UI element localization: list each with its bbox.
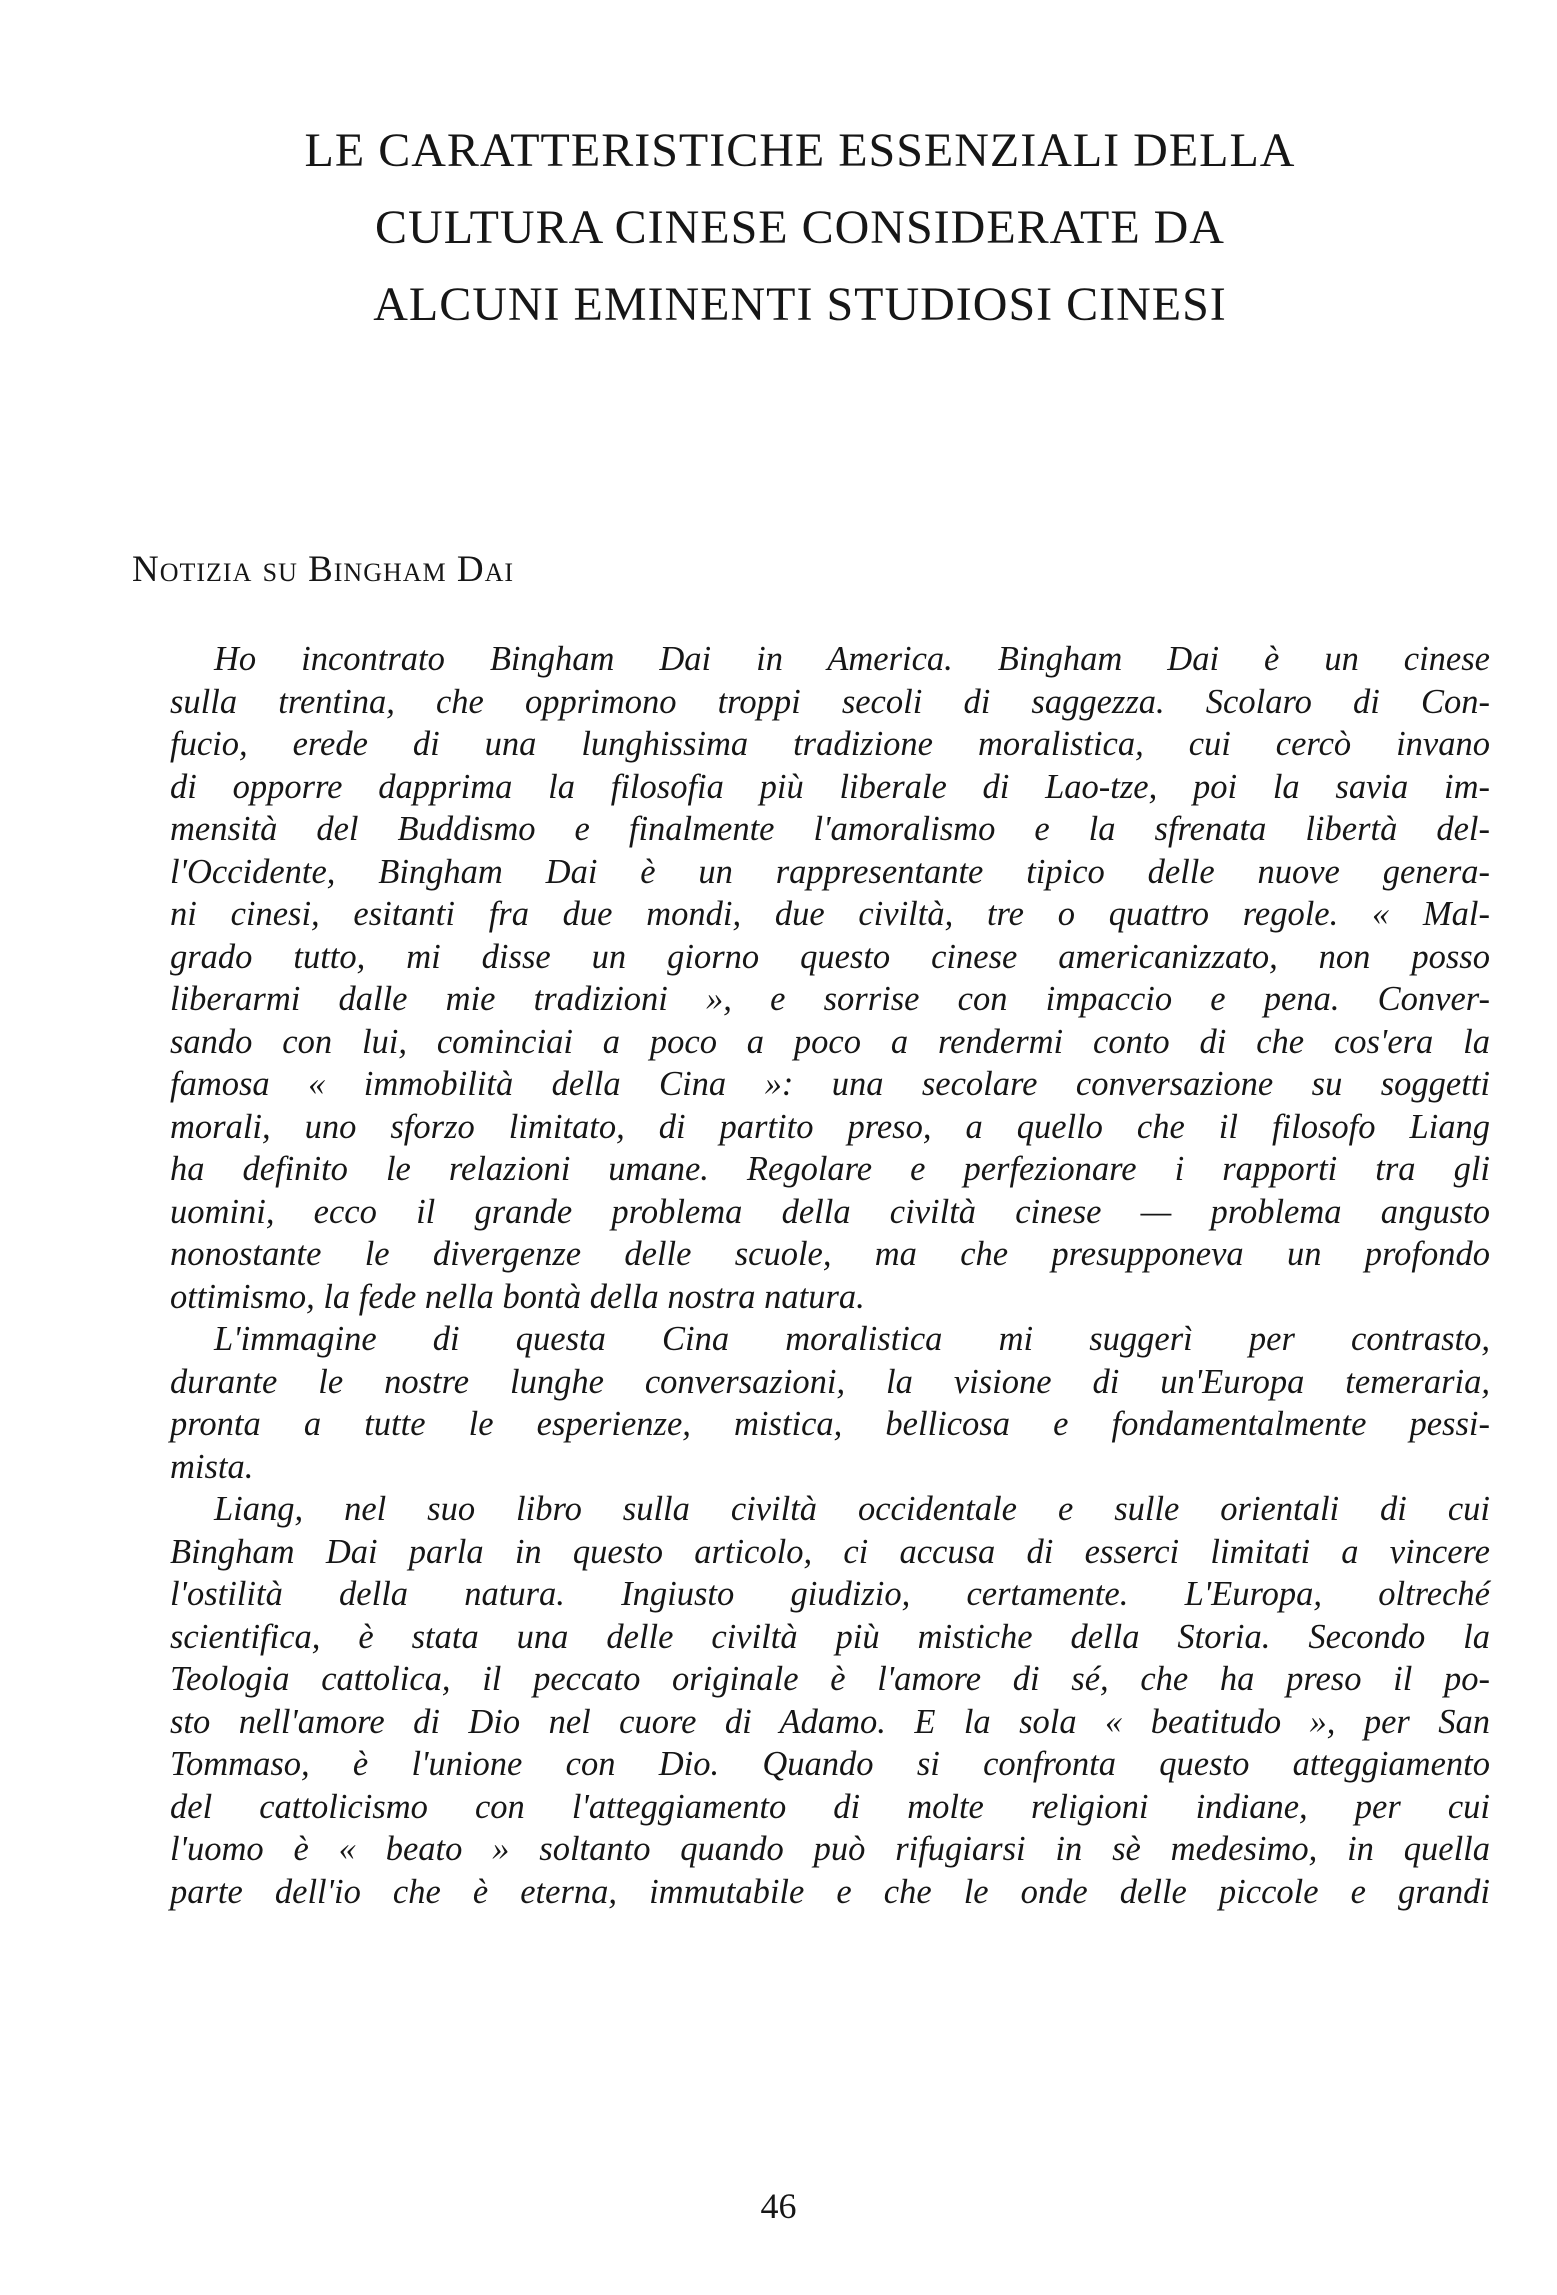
text-line: sando con lui, cominciai a poco a poco a rendermi conto di che cos'era la xyxy=(170,1022,1490,1061)
text-line: famosa « immobilità della Cina »: una secolare conversazione su soggetti xyxy=(170,1065,1490,1103)
text-line: del cattolicismo con l'atteggiamento di molte religioni indiane, per cui xyxy=(170,1787,1490,1826)
text-line: Ho incontrato Bingham Dai in America. Bingham Dai è un cinese xyxy=(214,640,1490,678)
text-line: mista. xyxy=(170,1447,254,1486)
text-line: sulla trentina, che opprimono troppi secoli di saggezza. Scolaro di Con- xyxy=(170,682,1490,721)
article-title xyxy=(150,112,1450,343)
text-line: ha definito le relazioni umane. Regolare e perfezionare i rapporti tra gli xyxy=(170,1150,1490,1188)
text-line: uomini, ecco il grande problema della civiltà cinese — problema angusto xyxy=(170,1192,1490,1231)
paragraph xyxy=(170,1488,1490,1913)
text-line: sto nell'amore di Dio nel cuore di Adamo. E la sola « beatitudo », per San xyxy=(170,1702,1490,1741)
text-line: ottimismo, la fede nella bontà della nostra natura. xyxy=(170,1277,865,1316)
paragraph xyxy=(170,1318,1490,1488)
text-line: grado tutto, mi disse un giorno questo cinese americanizzato, non posso xyxy=(170,937,1490,976)
paragraph xyxy=(170,638,1490,1318)
text-line: L'immagine di questa Cina moralistica mi suggerì per contrasto, xyxy=(214,1320,1490,1358)
title-line: CULTURA CINESE CONSIDERATE DA xyxy=(375,201,1225,254)
text-line: liberarmi dalle mie tradizioni », e sorrise con impaccio e pena. Conver- xyxy=(170,980,1490,1018)
title-line: LE CARATTERISTICHE ESSENZIALI DELLA xyxy=(304,124,1296,177)
text-line: l'Occidente, Bingham Dai è un rappresentante tipico delle nuove genera- xyxy=(170,852,1490,891)
text-line: mensità del Buddismo e finalmente l'amoralismo e la sfrenata libertà del- xyxy=(170,810,1490,848)
title-line: ALCUNI EMINENTI STUDIOSI CINESI xyxy=(373,278,1227,331)
text-line: Liang, nel suo libro sulla civiltà occidentale e sulle orientali di cui xyxy=(214,1490,1490,1528)
text-line: Teologia cattolica, il peccato originale è l'amore di sé, che ha preso il po- xyxy=(170,1660,1490,1698)
section-heading: Notizia su Bingham Dai xyxy=(132,549,515,590)
text-line: l'uomo è « beato » soltanto quando può rifugiarsi in sè medesimo, in quella xyxy=(170,1830,1490,1868)
text-line: l'ostilità della natura. Ingiusto giudizio, certamente. L'Europa, oltreché xyxy=(170,1575,1490,1613)
text-line: ni cinesi, esitanti fra due mondi, due civiltà, tre o quattro regole. « Mal- xyxy=(170,895,1490,933)
text-line: pronta a tutte le esperienze, mistica, bellicosa e fondamentalmente pessi- xyxy=(170,1405,1490,1443)
text-line: Tommaso, è l'unione con Dio. Quando si confronta questo atteggiamento xyxy=(170,1745,1490,1783)
text-line: Bingham Dai parla in questo articolo, ci accusa di esserci limitati a vincere xyxy=(170,1532,1490,1571)
text-line: nonostante le divergenze delle scuole, ma che presupponeva un profondo xyxy=(170,1235,1490,1273)
text-line: parte dell'io che è eterna, immutabile e che le onde delle piccole e grandi xyxy=(170,1872,1490,1911)
article-body xyxy=(170,638,1490,1913)
text-line: morali, uno sforzo limitato, di partito preso, a quello che il filosofo Liang xyxy=(170,1107,1490,1146)
page-number: 46 xyxy=(760,2186,797,2226)
text-line: durante le nostre lunghe conversazioni, la visione di un'Europa temeraria, xyxy=(170,1362,1490,1401)
text-line: scientifica, è stata una delle civiltà più mistiche della Storia. Secondo la xyxy=(170,1617,1490,1656)
text-line: di opporre dapprima la filosofia più liberale di Lao-tze, poi la savia im- xyxy=(170,767,1490,806)
text-line: fucio, erede di una lunghissima tradizione moralistica, cui cercò invano xyxy=(170,725,1490,763)
